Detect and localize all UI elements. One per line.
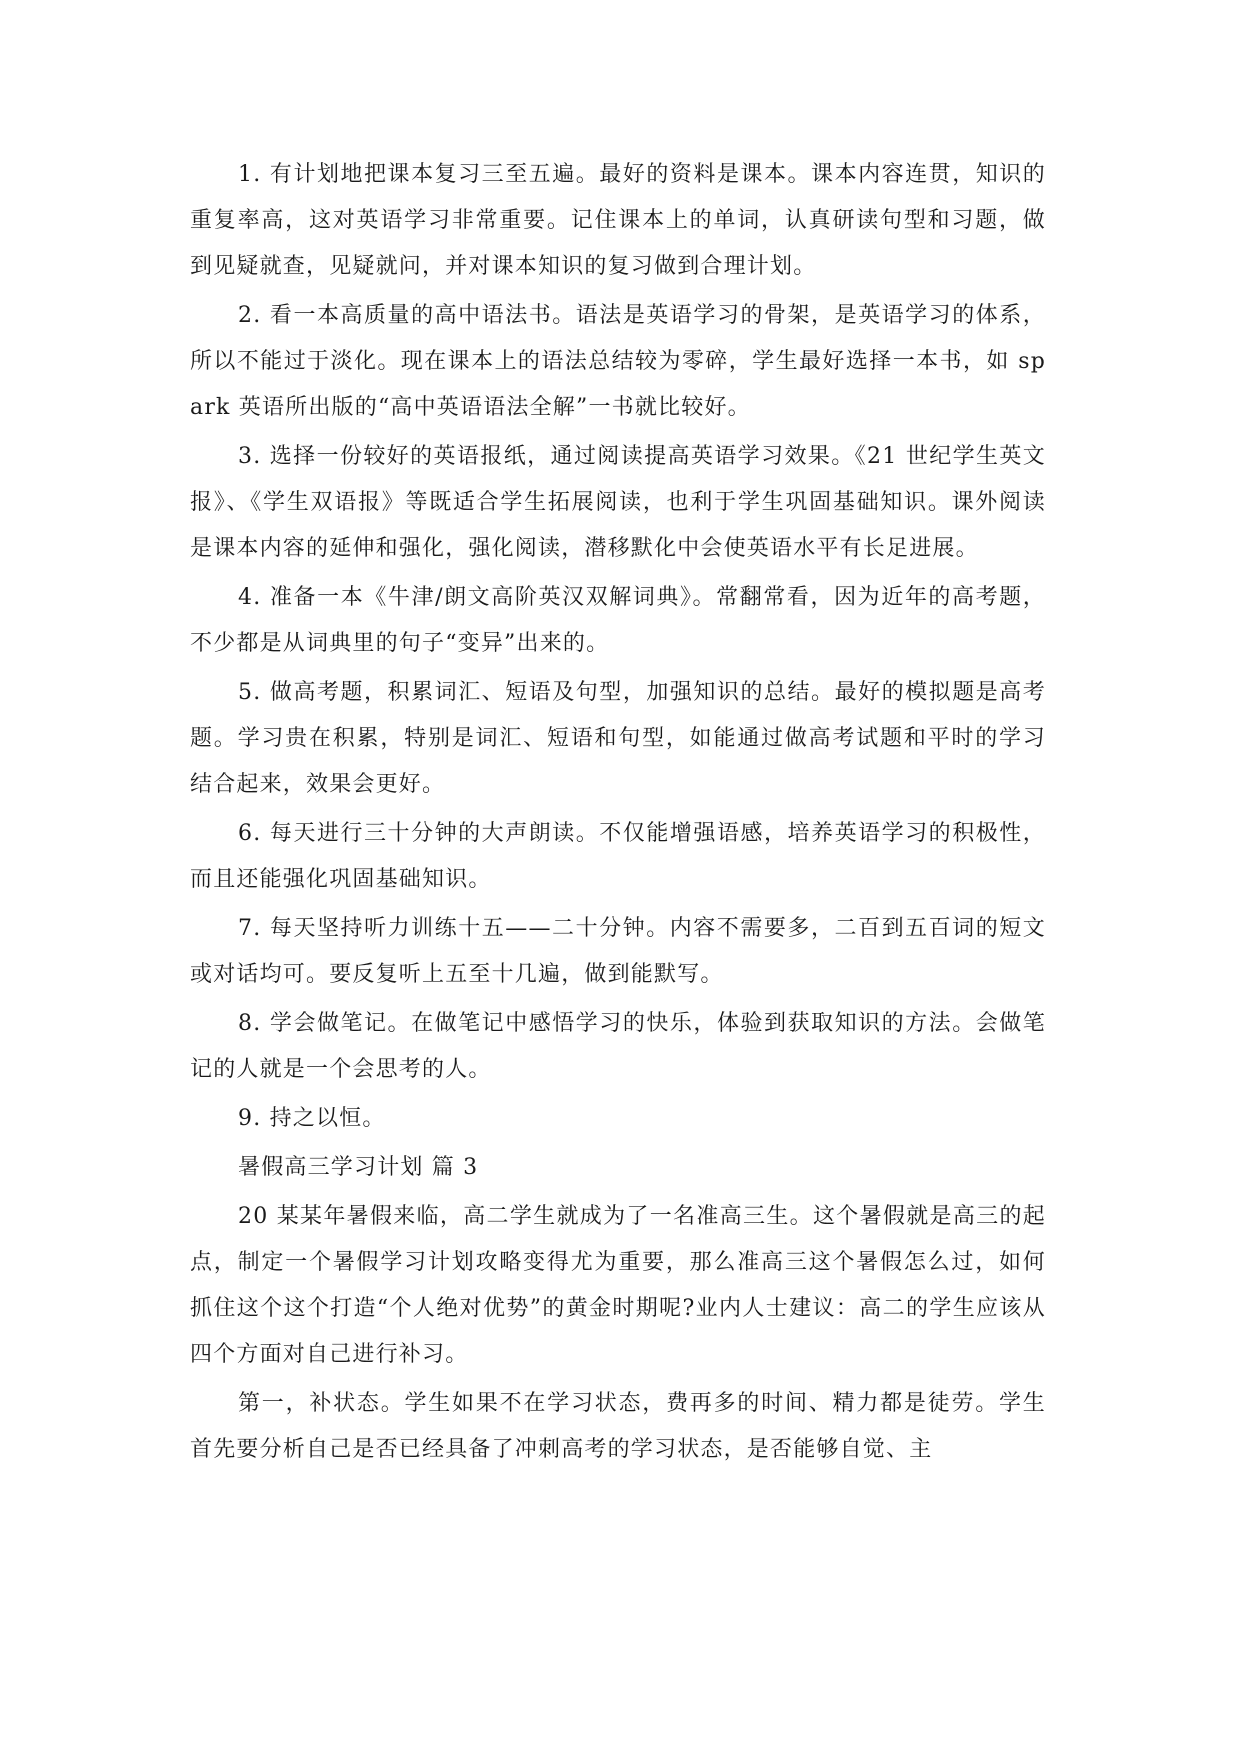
list-item-6: 6. 每天进行三十分钟的大声朗读。不仅能增强语感，培养英语学习的积极性，而且还能强化巩固基础知识。 [190,821,1046,892]
list-item-7: 7. 每天坚持听力训练十五——二十分钟。内容不需要多，二百到五百词的短文或对话均可。要反复听上五至十几遍，做到能默写。 [190,916,1046,987]
list-item-3: 3. 选择一份较好的英语报纸，通过阅读提高英语学习效果。《21 世纪学生英文报》、《学生双语报》等既适合学生拓展阅读，也利于学生巩固基础知识。课外阅读是课本内容的延伸和强化，强化阅读，潜移默化中会使英语水平有长足进展。 [190,444,1046,561]
list-item-4: 4. 准备一本《牛津/朗文高阶英汉双解词典》。常翻常看，因为近年的高考题，不少都是从词典里的句子“变异”出来的。 [190,585,1046,656]
list-item-1: 1. 有计划地把课本复习三至五遍。最好的资料是课本。课本内容连贯，知识的重复率高，这对英语学习非常重要。记住课本上的单词，认真研读句型和习题，做到见疑就查，见疑就问，并对课本知识的复习做到合理计划。 [190,162,1046,279]
document-body [190,152,1046,1476]
section-heading: 暑假高三学习计划 篇 3 [238,1155,479,1180]
list-item-5: 5. 做高考题，积累词汇、短语及句型，加强知识的总结。最好的模拟题是高考题。学习贵在积累，特别是词汇、短语和句型，如能通过做高考试题和平时的学习结合起来，效果会更好。 [190,680,1046,797]
list-item-8: 8. 学会做笔记。在做笔记中感悟学习的快乐，体验到获取知识的方法。会做笔记的人就是一个会思考的人。 [190,1011,1046,1082]
list-item-9: 9. 持之以恒。 [238,1106,386,1131]
list-item-2: 2. 看一本高质量的高中语法书。语法是英语学习的骨架，是英语学习的体系，所以不能过于淡化。现在课本上的语法总结较为零碎，学生最好选择一本书，如 spark 英语所出版的“高中英语语法全解”一书就比较好。 [190,303,1046,420]
body-paragraph: 第一，补状态。学生如果不在学习状态，费再多的时间、精力都是徒劳。学生首先要分析自己是否已经具备了冲刺高考的学习状态，是否能够自觉、主 [190,1391,1046,1462]
intro-paragraph: 20 某某年暑假来临，高二学生就成为了一名准高三生。这个暑假就是高三的起点，制定一个暑假学习计划攻略变得尤为重要，那么准高三这个暑假怎么过，如何抓住这个这个打造“个人绝对优势”的黄金时期呢?业内人士建议：高二的学生应该从四个方面对自己进行补习。 [190,1204,1046,1367]
